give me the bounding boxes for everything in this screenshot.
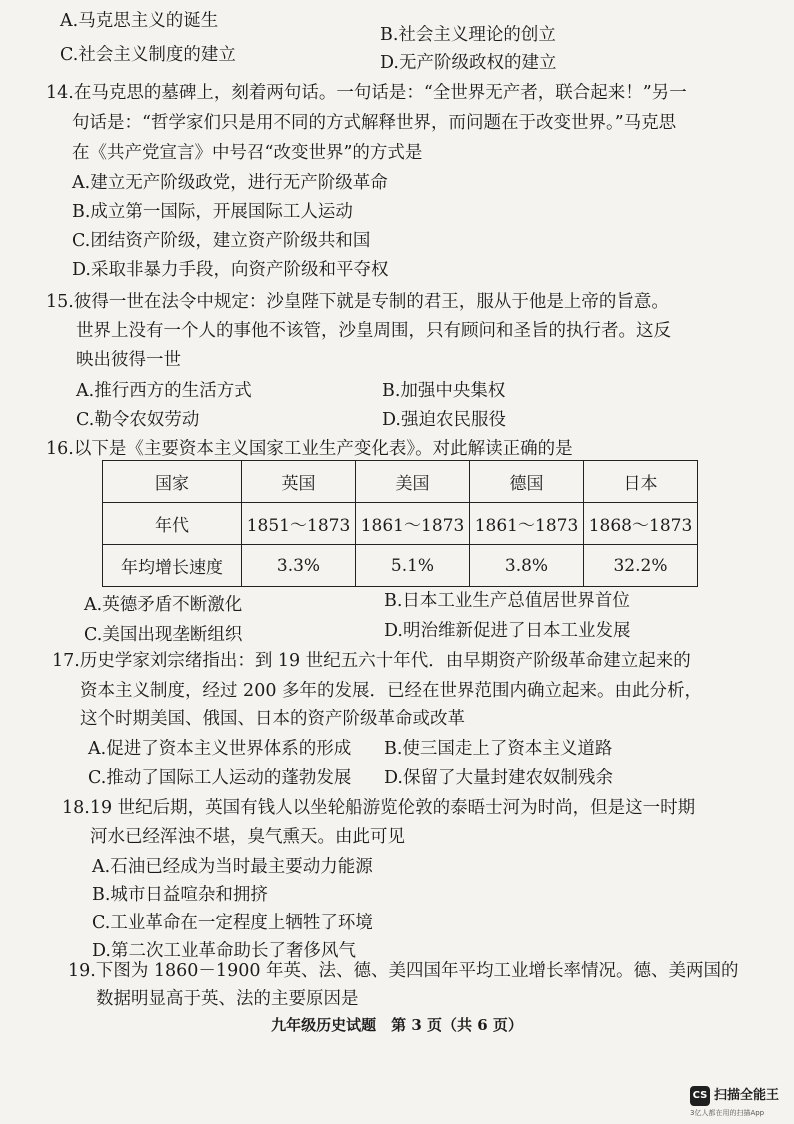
- q17-stem-line-1: 17.历史学家刘宗绪指出：到 19 世纪五六十年代．由早期资产阶级革命建立起来的: [52, 651, 691, 671]
- q17-stem-line-2: 资本主义制度，经过 200 多年的发展．已经在世界范围内确立起来。由此分析，: [80, 681, 703, 701]
- q15-option-b: B.加强中央集权: [382, 381, 506, 401]
- industrial-production-table: [102, 460, 698, 587]
- q14-option-d: D.采取非暴力手段，向资产阶级和平夺权: [72, 260, 389, 280]
- table-cell: 英国: [242, 461, 356, 503]
- table-cell: 3.8%: [470, 545, 584, 587]
- table-cell: 1868～1873: [584, 503, 698, 545]
- q18-option-c: C.工业革命在一定程度上牺牲了环境: [92, 913, 373, 933]
- q17-option-c: C.推动了国际工人运动的蓬勃发展: [88, 768, 352, 788]
- q16-stem: 16.以下是《主要资本主义国家工业生产变化表》。对此解读正确的是: [46, 439, 573, 459]
- table-cell: 年均增长速度: [103, 545, 242, 587]
- q14-stem-line-2: 句话是：“哲学家们只是用不同的方式解释世界，而问题在于改变世界。”马克思: [72, 113, 677, 133]
- camscanner-logo-icon: CS: [690, 1086, 710, 1106]
- q19-stem-line-1: 19.下图为 1860－1900 年英、法、德、美四国年平均工业增长率情况。德、美两国的: [68, 961, 739, 981]
- table-cell: 美国: [356, 461, 470, 503]
- q18-option-b: B.城市日益喧杂和拥挤: [92, 885, 268, 905]
- q15-option-d: D.强迫农民服役: [382, 410, 506, 430]
- q15-stem-line-2: 世界上没有一个人的事他不该管，沙皇周围，只有顾问和圣旨的执行者。这反: [76, 321, 671, 341]
- table-cell: 5.1%: [356, 545, 470, 587]
- q16-option-b: B.日本工业生产总值居世界首位: [384, 591, 630, 611]
- table-row: [103, 545, 698, 587]
- q15-stem-line-3: 映出彼得一世: [76, 350, 181, 370]
- q18-stem-line-1: 18.19 世纪后期，英国有钱人以坐轮船游览伦敦的泰晤士河为时尚，但是这一时期: [62, 798, 696, 818]
- q18-stem-line-2: 河水已经浑浊不堪，臭气熏天。由此可见: [90, 827, 405, 847]
- table-cell: 1861～1873: [470, 503, 584, 545]
- q13-option-a: A.马克思主义的诞生: [60, 11, 219, 31]
- scanner-app-name: 扫描全能王: [714, 1088, 780, 1103]
- scanner-tagline: 3亿人都在用的扫描App: [690, 1109, 765, 1117]
- q17-option-d: D.保留了大量封建农奴制残余: [384, 768, 613, 788]
- q16-option-a: A.英德矛盾不断激化: [84, 595, 243, 615]
- q18-option-d: D.第二次工业革命助长了奢侈风气: [92, 941, 356, 961]
- q14-stem-line-1: 14.在马克思的墓碑上，刻着两句话。一句话是：“全世界无产者，联合起来！”另一: [46, 83, 687, 103]
- q14-option-a: A.建立无产阶级政党，进行无产阶级革命: [72, 173, 388, 193]
- q13-option-d: D.无产阶级政权的建立: [380, 53, 557, 73]
- q17-option-b: B.使三国走上了资本主义道路: [384, 739, 613, 759]
- q16-option-d: D.明治维新促进了日本工业发展: [384, 621, 631, 641]
- q13-option-c: C.社会主义制度的建立: [60, 45, 236, 65]
- q19-stem-line-2: 数据明显高于英、法的主要原因是: [96, 989, 359, 1009]
- page-footer: 九年级历史试题 第 3 页（共 6 页）: [271, 1016, 523, 1034]
- table-cell: 年代: [103, 503, 242, 545]
- q15-option-a: A.推行西方的生活方式: [76, 381, 252, 401]
- q14-stem-line-3: 在《共产党宣言》中号召“改变世界”的方式是: [72, 143, 423, 163]
- q16-option-c: C.美国出现垄断组织: [84, 625, 243, 645]
- q15-option-c: C.勒令农奴劳动: [76, 410, 200, 430]
- q14-option-b: B.成立第一国际，开展国际工人运动: [72, 202, 353, 222]
- q14-option-c: C.团结资产阶级，建立资产阶级共和国: [72, 231, 371, 251]
- table-row: [103, 503, 698, 545]
- table-cell: 德国: [470, 461, 584, 503]
- q13-option-b: B.社会主义理论的创立: [380, 25, 556, 45]
- table-cell: 1851～1873: [242, 503, 356, 545]
- table-row: [103, 461, 698, 503]
- q17-stem-line-3: 这个时期美国、俄国、日本的资产阶级革命或改革: [80, 709, 465, 729]
- q18-option-a: A.石油已经成为当时最主要动力能源: [92, 857, 373, 877]
- q17-option-a: A.促进了资本主义世界体系的形成: [88, 739, 352, 759]
- table-cell: 1861～1873: [356, 503, 470, 545]
- table-cell: 日本: [584, 461, 698, 503]
- table-cell: 32.2%: [584, 545, 698, 587]
- q15-stem-line-1: 15.彼得一世在法令中规定：沙皇陛下就是专制的君王，服从于他是上帝的旨意。: [46, 292, 669, 312]
- table-cell: 国家: [103, 461, 242, 503]
- table-cell: 3.3%: [242, 545, 356, 587]
